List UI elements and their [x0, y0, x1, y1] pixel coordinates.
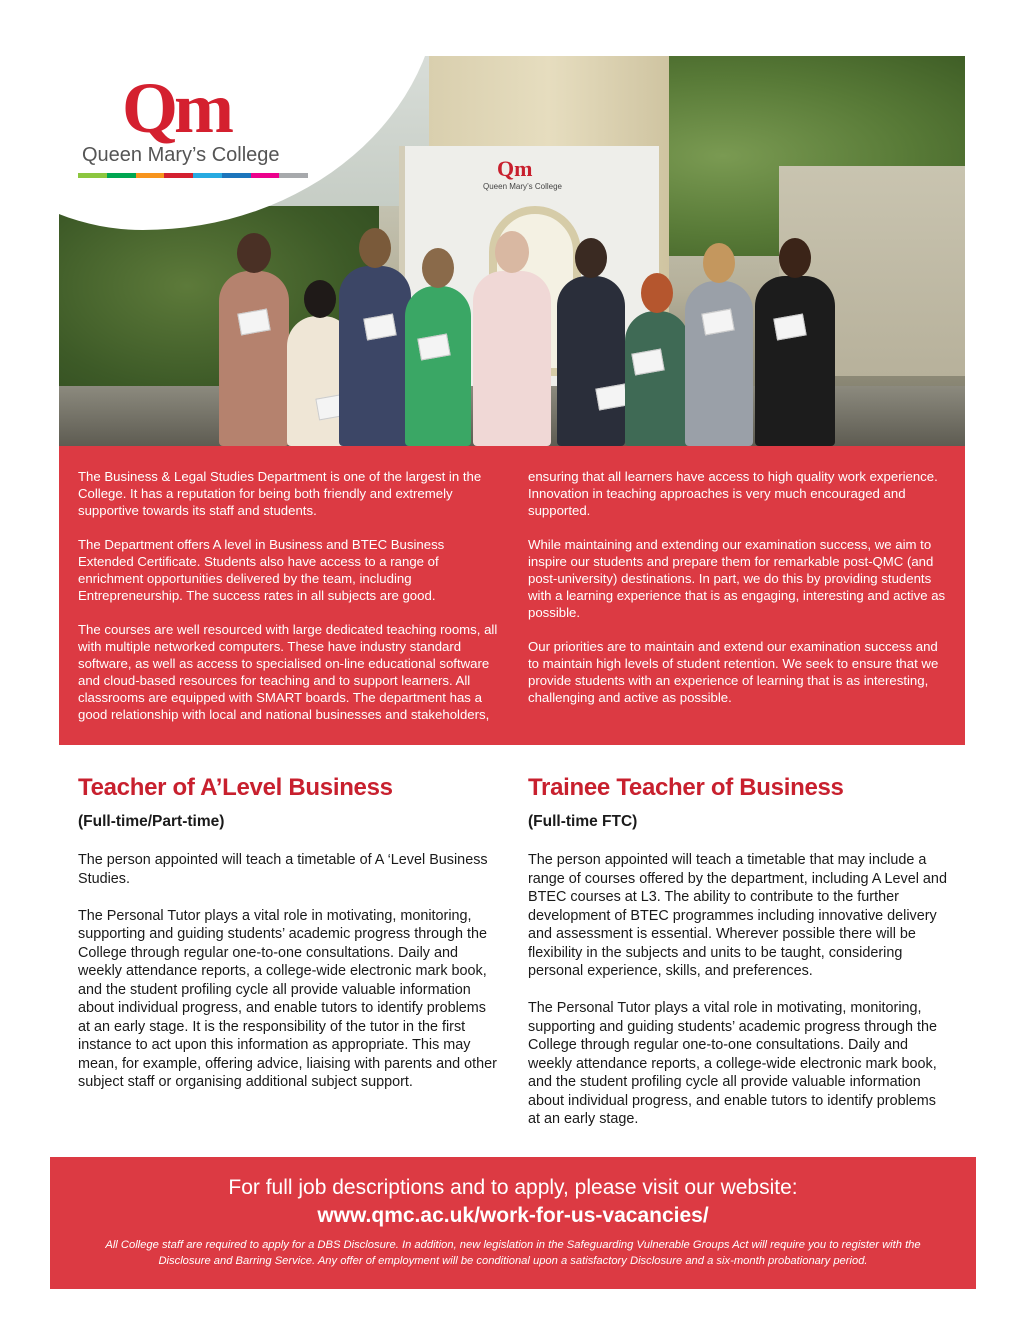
photo-students-group: [219, 236, 859, 446]
person-1: [219, 271, 289, 446]
person-9: [755, 276, 835, 446]
intro-paragraph: ensuring that all learners have access to high quality work experience. Innovation in teaching approaches is very much encouraged and supported.: [528, 469, 938, 518]
building-sign-logo: Qm: [497, 156, 533, 181]
intro-paragraph: The Business & Legal Studies Department is one of the largest in the College. It has a reputation for being both friendly and extremely supportive towards its staff and students.: [78, 469, 482, 518]
college-name: Queen Mary’s College: [82, 144, 280, 166]
building-sign-name: Queen Mary’s College: [483, 182, 563, 191]
person-7: [625, 311, 689, 446]
apply-cta: For full job descriptions and to apply, please visit our website:: [228, 1176, 798, 1199]
intro-paragraph: While maintaining and extending our examination success, we aim to inspire our students and prepare them for remarkable post-QMC (and post-university) destinations. In part, we do this by providing students with a learning experience that is as engaging, interesting and active as possible.: [528, 537, 946, 620]
intro-paragraph: The Department offers A level in Business and BTEC Business Extended Certificate. Students also have access to a range of enrichment opportunities delivered by the team, including Entrepreneurship. The success rates in all subjects are good.: [78, 537, 445, 603]
person-5: [473, 271, 551, 446]
intro-paragraph: The courses are well resourced with large dedicated teaching rooms, all with multiple networked computers. These have industry standard software, as well as access to specialised on-line educational software and cloud-based resources for teaching and to support learners. All classrooms are equipped with SMART boards. The department has a good relationship with local and national businesses and stakeholders,: [78, 622, 498, 722]
apply-footer: [50, 1157, 976, 1289]
job-title: Trainee Teacher of Business: [528, 774, 844, 801]
job-title: Teacher of A’Level Business: [78, 774, 393, 801]
job-description: [78, 851, 498, 1092]
job-paragraph: The person appointed will teach a timetable of A ‘Level Business Studies.: [78, 852, 488, 887]
person-6: [557, 276, 625, 446]
college-logo: [82, 68, 312, 182]
person-4: [405, 286, 471, 446]
dbs-disclaimer: All College staff are required to apply for a DBS Disclosure. In addition, new legislation in the Safeguarding Vulnerable Groups Act will require you to register with the Disclosure and Barring Service. Any offer of employment will be conditional upon a satisfactory Disclosure and a six-month probationary period.: [105, 1239, 921, 1267]
job-description: [528, 851, 948, 1129]
intro-column-left: [78, 468, 498, 740]
job-paragraph: The Personal Tutor plays a vital role in motivating, monitoring, supporting and guiding students’ academic progress through the College through regular one-to-one consultations. Daily and weekly attendance reports, a college-wide electronic mark book, and the student profiling cycle all provide valuable information about individual progress, and enable tutors to identify problems at an early stage.: [528, 1000, 938, 1127]
vacancies-link[interactable]: www.qmc.ac.uk/work-for-us-vacancies/: [317, 1204, 709, 1227]
job-paragraph: The Personal Tutor plays a vital role in motivating, monitoring, supporting and guiding students’ academic progress through the College through regular one-to-one consultations. Daily and weekly attendance reports, a college-wide electronic mark book, and the student profiling cycle all provide valuable information about individual progress, and enable tutors to identify problems at an early stage. It is the responsibility of the tutor in the first instance to act upon this information as appropriate. This may mean, for example, offering advice, liaising with parents and other subject staff or organising additional subject support.: [78, 907, 497, 1090]
job-teacher-alevel-business: [78, 772, 498, 1110]
intro-column-right: [528, 468, 948, 723]
intro-paragraph: Our priorities are to maintain and extend our examination success and to maintain high levels of student retention. We seek to ensure that we provide students with an experience of learning that is as interesting, challenging and active as possible.: [528, 639, 939, 705]
job-contract-type: (Full-time FTC): [528, 813, 638, 830]
logo-mark: Qm: [122, 68, 230, 148]
job-trainee-teacher-business: [528, 772, 948, 1147]
logo-color-stripes: [78, 173, 308, 178]
person-8: [685, 281, 753, 446]
department-intro-panel: [59, 446, 965, 745]
person-3: [339, 266, 411, 446]
job-contract-type: (Full-time/Part-time): [78, 813, 225, 830]
job-paragraph: The person appointed will teach a timetable that may include a range of courses offered by the department, including A Level and BTEC courses at L3. The ability to contribute to the further development of BTEC programmes including innovative delivery and assessment is essential. Wherever possible there will be flexibility in the subjects and units to be taught, considering personal experience, skills, and preferences.: [528, 852, 947, 979]
